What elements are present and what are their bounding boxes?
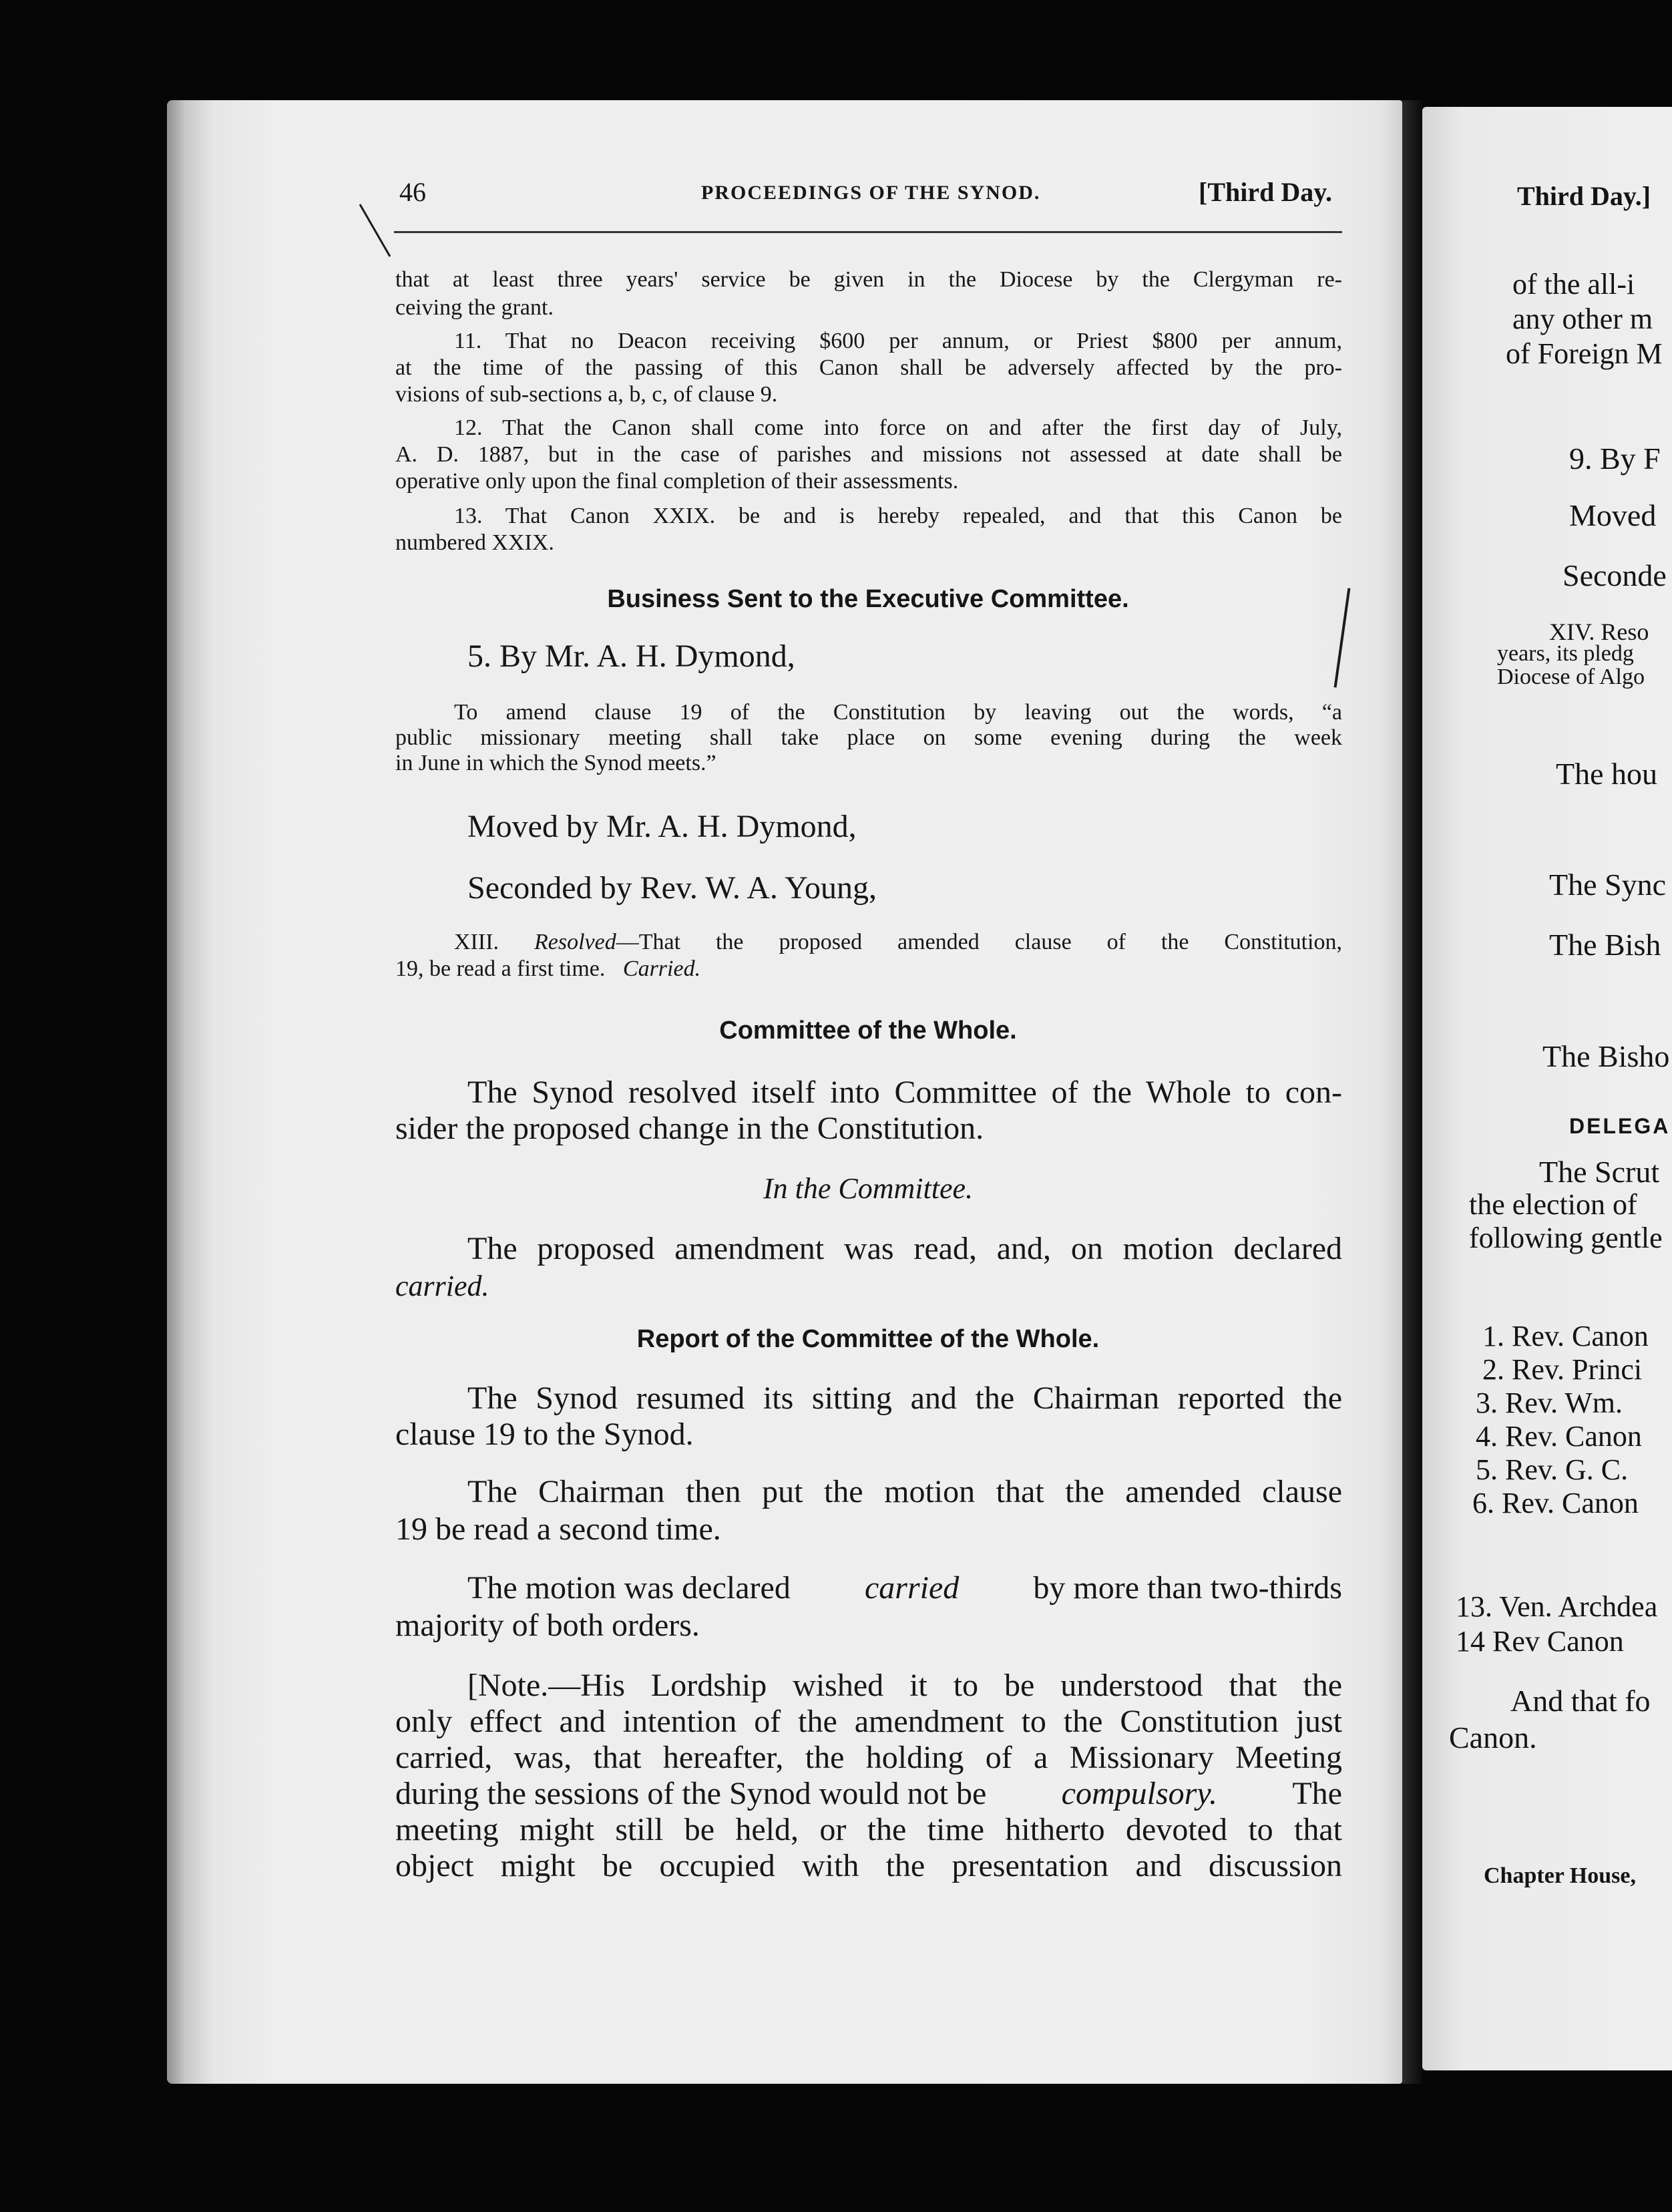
note-line-4 <box>395 1775 1342 1813</box>
declared-text-b: by more than two-thirds <box>1033 1570 1342 1606</box>
heading-report-committee: Report of the Committee of the Whole. <box>636 1325 1100 1353</box>
note-line-2: only effect and intention of the amendment to the Constitution just <box>395 1704 1342 1739</box>
clause-11-line-1: 11. That no Deacon receiving $600 per annum, or Priest $800 per annum, <box>454 329 1342 353</box>
grant-line-2: ceiving the grant. <box>395 295 554 320</box>
moved-by: Moved by Mr. A. H. Dymond, <box>467 809 857 844</box>
amend-line-2: public missionary meeting shall take place on some evening during the week <box>395 725 1342 750</box>
heading-business-executive: Business Sent to the Executive Committee. <box>607 585 1129 613</box>
grant-line-1: that at least three years' service be given in the Diocese by the Clergyman re- <box>395 267 1342 292</box>
note-line-4-text: during the sessions of the Synod would not be <box>395 1776 987 1811</box>
resumed-line-2: clause 19 to the Synod. <box>395 1417 694 1452</box>
proposed-line-2: carried. <box>395 1270 489 1302</box>
chairman-line-2: 19 be read a second time. <box>395 1511 721 1547</box>
clause-12-line-2: A. D. 1887, but in the case of parishes and missions not assessed at date shall be <box>395 442 1342 467</box>
right-running-day: Third Day.] <box>1517 181 1651 211</box>
resumed-line-1: The Synod resumed its sitting and the Chairman reported the <box>467 1380 1342 1416</box>
seconded-by: Seconded by Rev. W. A. Young, <box>467 870 877 906</box>
resolution-line-2-text: 19, be read a first time. <box>395 956 606 981</box>
right-house: The hou <box>1556 757 1658 791</box>
note-line-3: carried, was, that hereafter, the holding of a Missionary Meeting <box>395 1740 1342 1775</box>
clause-13-line-2: numbered XXIX. <box>395 530 554 555</box>
right-list-3: 3. Rev. Wm. <box>1476 1387 1623 1419</box>
right-diocese-algoma: Diocese of Algo <box>1497 665 1645 689</box>
running-day: [Third Day. <box>1199 177 1333 207</box>
right-list-2: 2. Rev. Princi <box>1482 1353 1643 1386</box>
right-chapter-house: Chapter House, <box>1484 1863 1636 1888</box>
right-list-4: 4. Rev. Canon <box>1476 1420 1642 1453</box>
right-list-14: 14 Rev Canon <box>1456 1625 1624 1658</box>
page-number: 46 <box>399 177 426 207</box>
declared-line-1 <box>467 1570 1342 1607</box>
header-rule <box>394 231 1342 233</box>
right-bishop-2: The Bisho <box>1542 1039 1670 1073</box>
synod-resolved-line-1: The Synod resolved itself into Committee of the Whole to con- <box>467 1075 1342 1110</box>
declared-line-2: majority of both orders. <box>395 1608 700 1643</box>
synod-resolved-line-2: sider the proposed change in the Constitution. <box>395 1111 984 1146</box>
clause-13-line-1: 13. That Canon XXIX. be and is hereby repealed, and that this Canon be <box>454 504 1342 528</box>
right-list-5: 5. Rev. G. C. <box>1476 1453 1629 1486</box>
right-delegates-heading: DELEGA <box>1569 1114 1671 1138</box>
clause-11-line-3: visions of sub-sections a, b, c, of clause 9. <box>395 382 778 407</box>
in-the-committee: In the Committee. <box>763 1172 974 1205</box>
right-item-9: 9. By F <box>1569 441 1661 476</box>
right-list-1: 1. Rev. Canon <box>1482 1320 1649 1352</box>
right-page <box>1422 107 1672 2070</box>
right-canon: Canon. <box>1449 1720 1537 1755</box>
amend-line-3: in June in which the Synod meets.” <box>395 751 716 775</box>
note-line-6: object might be occupied with the presentation and discussion <box>395 1848 1342 1883</box>
note-line-1: [Note.—His Lordship wished it to be understood that the <box>467 1668 1342 1703</box>
resolution-13-line-2 <box>395 956 700 982</box>
clause-12-line-1: 12. That the Canon shall come into force on and after the first day of July, <box>454 415 1342 440</box>
declared-text-a: The motion was declared <box>467 1570 791 1606</box>
right-following: following gentle <box>1469 1222 1663 1254</box>
right-years-pledge: years, its pledg <box>1497 641 1634 666</box>
right-line-all: of the all-i <box>1512 268 1635 301</box>
resolution-text: —That the proposed amended clause of the Constitution, <box>616 930 1343 954</box>
proposed-line-1: The proposed amendment was read, and, on motion declared <box>467 1231 1342 1266</box>
declared-carried: carried <box>864 1570 960 1606</box>
clause-12-line-3: operative only upon the final completion of their assessments. <box>395 469 959 494</box>
resolution-number: XIII. <box>454 930 499 954</box>
note-line-5: meeting might still be held, or the time hitherto devoted to that <box>395 1812 1342 1847</box>
right-seconded: Seconde <box>1562 558 1667 592</box>
clause-11-line-2: at the time of the passing of this Canon shall be adversely affected by the pro- <box>395 355 1342 380</box>
resolution-13-line-1 <box>454 930 1342 955</box>
right-bishop-1: The Bish <box>1549 928 1661 962</box>
right-moved: Moved <box>1569 498 1657 532</box>
right-list-13: 13. Ven. Archdea <box>1456 1590 1658 1623</box>
right-and-that: And that fo <box>1510 1684 1651 1718</box>
running-title: PROCEEDINGS OF THE SYNOD. <box>701 182 1041 204</box>
chairman-line-1: The Chairman then put the motion that the amended clause <box>467 1474 1342 1509</box>
carried-word: Carried. <box>622 956 701 981</box>
heading-committee-whole: Committee of the Whole. <box>719 1017 1017 1045</box>
item-5-by-dymond: 5. By Mr. A. H. Dymond, <box>467 638 795 674</box>
note-compulsory: compulsory. <box>1061 1776 1217 1811</box>
right-synod: The Sync <box>1549 868 1667 902</box>
right-scrutineers: The Scrut <box>1539 1155 1660 1189</box>
right-election: the election of <box>1469 1188 1637 1221</box>
right-resolution-14: XIV. Reso <box>1549 618 1649 645</box>
amend-line-1: To amend clause 19 of the Constitution by leaving out the words, “a <box>454 700 1342 725</box>
right-list-6: 6. Rev. Canon <box>1472 1487 1639 1519</box>
note-line-4-end: The <box>1292 1776 1342 1811</box>
right-line-foreign: of Foreign M <box>1506 337 1663 370</box>
right-line-any-other: any other m <box>1512 303 1653 335</box>
resolved-word: Resolved <box>534 930 616 954</box>
book-spine <box>1402 100 1422 2084</box>
